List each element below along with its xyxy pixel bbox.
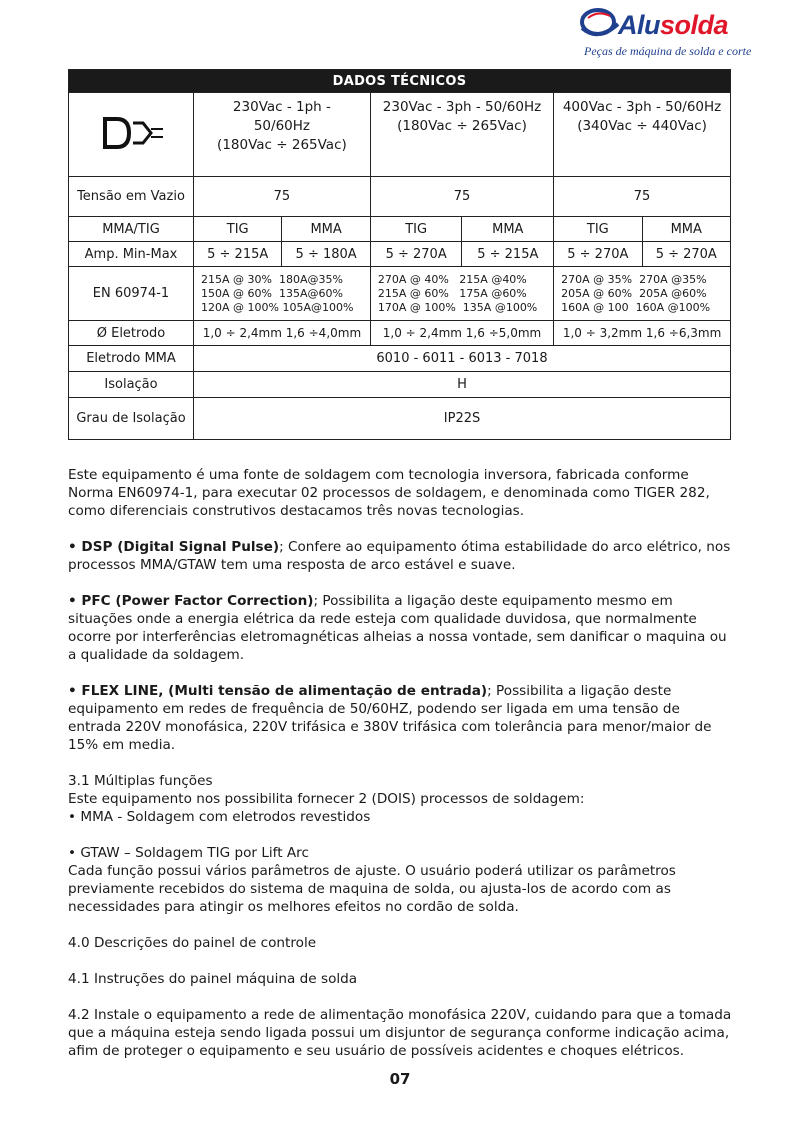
en-duty-cycle-cell: 270A @ 40% 215A @40% 215A @ 60% 175A @60% 170A @ 100% 135A @100%: [370, 267, 553, 321]
mode-cell: TIG: [554, 217, 642, 242]
row-label-isolacao: Isolação: [69, 372, 194, 398]
amp-cell: 5 ÷ 270A: [554, 242, 642, 267]
technical-data-table: [68, 69, 731, 440]
grau-value: IP22S: [194, 398, 731, 440]
tensao-value: 75: [194, 177, 371, 217]
section-3-1: [68, 772, 736, 826]
amp-cell: 5 ÷ 180A: [282, 242, 370, 267]
pfc-paragraph: [68, 592, 736, 664]
pfc-text: ; Possibilita a ligação deste equipamento mesmo em situações onde a energia elétrica da rede esteja com qualidade duvidosa, que normalmente ocorre por interferências eletromagnéticas alheias a nossa vontade, sem danificar o maquina ou a qualidade da soldagem.: [68, 593, 727, 663]
row-label-eletrodo-mma: Eletrodo MMA: [69, 346, 194, 372]
dsp-paragraph: [68, 538, 736, 574]
row-label-en: EN 60974-1: [69, 267, 194, 321]
eletrodo-cell: 1,0 ÷ 2,4mm 1,6 ÷5,0mm: [370, 321, 553, 346]
row-label-amp: Amp. Min-Max: [69, 242, 194, 267]
voltage-3ph-400-cell: 400Vac - 3ph - 50/60Hz (340Vac ÷ 440Vac): [554, 93, 731, 177]
swoosh-logo-icon: [578, 6, 622, 46]
table-title: DADOS TÉCNICOS: [69, 70, 731, 93]
section-3-1-line1: Este equipamento nos possibilita fornecer 2 (DOIS) processos de soldagem:: [68, 791, 585, 807]
mode-cell: MMA: [462, 217, 554, 242]
voltage-1ph-cell: 230Vac - 1ph - 50/60Hz (180Vac ÷ 265Vac): [194, 93, 371, 177]
power-input-symbol-icon: [91, 111, 171, 155]
section-3-1-title: 3.1 Múltiplas funções: [68, 773, 213, 789]
dsp-text: ; Confere ao equipamento ótima estabilidade do arco elétrico, nos processos MMA/GTAW tem uma resposta de arco estável e suave.: [68, 539, 731, 573]
section-4-2: 4.2 Instale o equipamento a rede de alimentação monofásica 220V, cuidando para que a tomada que a máquina esteja sendo ligada possui um disjuntor de segurança conforme indicação acima, afim de proteger o equipamento e seu usuário de possíveis acidentes e choques elétricos.: [68, 1007, 732, 1059]
voltage-3ph-230-cell: 230Vac - 3ph - 50/60Hz (180Vac ÷ 265Vac): [370, 93, 553, 177]
flex-text: ; Possibilita a ligação deste equipamento em redes de frequência de 50/60HZ, podendo ser ligada em uma tensão de entrada 220V monofásica, 220V trifásica e 380V trifásica com tolerância para menor/maior de 15% em media.: [68, 683, 712, 753]
mode-cell: TIG: [194, 217, 282, 242]
brand-name: Alusolda: [618, 10, 729, 40]
gtaw-paragraph: [68, 844, 736, 916]
flex-title: • FLEX LINE, (Multi tensão de alimentação de entrada): [68, 683, 488, 699]
amp-cell: 5 ÷ 270A: [642, 242, 730, 267]
mode-cell: MMA: [642, 217, 730, 242]
eletrodo-cell: 1,0 ÷ 3,2mm 1,6 ÷6,3mm: [554, 321, 731, 346]
eletrodo-mma-value: 6010 - 6011 - 6013 - 7018: [194, 346, 731, 372]
isolacao-value: H: [194, 372, 731, 398]
gtaw-text: Cada função possui vários parâmetros de ajuste. O usuário poderá utilizar os parâmetros previamente recebidos do sistema de maquina de solda, ou ajusta-los de acordo com as necessidades para atingir os melhores efeitos no cordão de solda.: [68, 863, 676, 915]
tensao-value: 75: [370, 177, 553, 217]
row-label-eletrodo: Ø Eletrodo: [69, 321, 194, 346]
en-duty-cycle-cell: 215A @ 30% 180A@35% 150A @ 60% 135A@60% 120A @ 100% 105A@100%: [194, 267, 371, 321]
dsp-title: • DSP (Digital Signal Pulse): [68, 539, 280, 555]
amp-cell: 5 ÷ 215A: [462, 242, 554, 267]
page-number: 07: [389, 1070, 411, 1088]
flex-paragraph: [68, 682, 736, 754]
brand-logo: [578, 6, 788, 58]
mode-cell: TIG: [370, 217, 462, 242]
mode-cell: MMA: [282, 217, 370, 242]
section-4-1: 4.1 Instruções do painel máquina de solda: [68, 971, 358, 987]
section-4-0: 4.0 Descrições do painel de controle: [68, 935, 317, 951]
row-label-tensao: Tensão em Vazio: [69, 177, 194, 217]
body-text: [68, 466, 736, 1078]
en-duty-cycle-cell: 270A @ 35% 270A @35% 205A @ 60% 205A @60% 160A @ 100 160A @100%: [554, 267, 731, 321]
tensao-value: 75: [554, 177, 731, 217]
brand-tagline: Peças de máquina de solda e corte: [584, 44, 752, 58]
power-symbol-cell: [69, 93, 194, 177]
row-label-grau: Grau de Isolação: [69, 398, 194, 440]
gtaw-line: • GTAW – Soldagem TIG por Lift Arc: [68, 845, 309, 861]
row-label-mode: MMA/TIG: [69, 217, 194, 242]
eletrodo-cell: 1,0 ÷ 2,4mm 1,6 ÷4,0mm: [194, 321, 371, 346]
amp-cell: 5 ÷ 270A: [370, 242, 462, 267]
intro-paragraph: Este equipamento é uma fonte de soldagem com tecnologia inversora, fabricada conforme Norma EN60974-1, para executar 02 processos de soldagem, e denominada como TIGER 282, como diferenciais construtivos destacamos três novas tecnologias.: [68, 467, 710, 519]
pfc-title: • PFC (Power Factor Correction): [68, 593, 314, 609]
amp-cell: 5 ÷ 215A: [194, 242, 282, 267]
section-3-1-line2: • MMA - Soldagem com eletrodos revestidos: [68, 809, 371, 825]
